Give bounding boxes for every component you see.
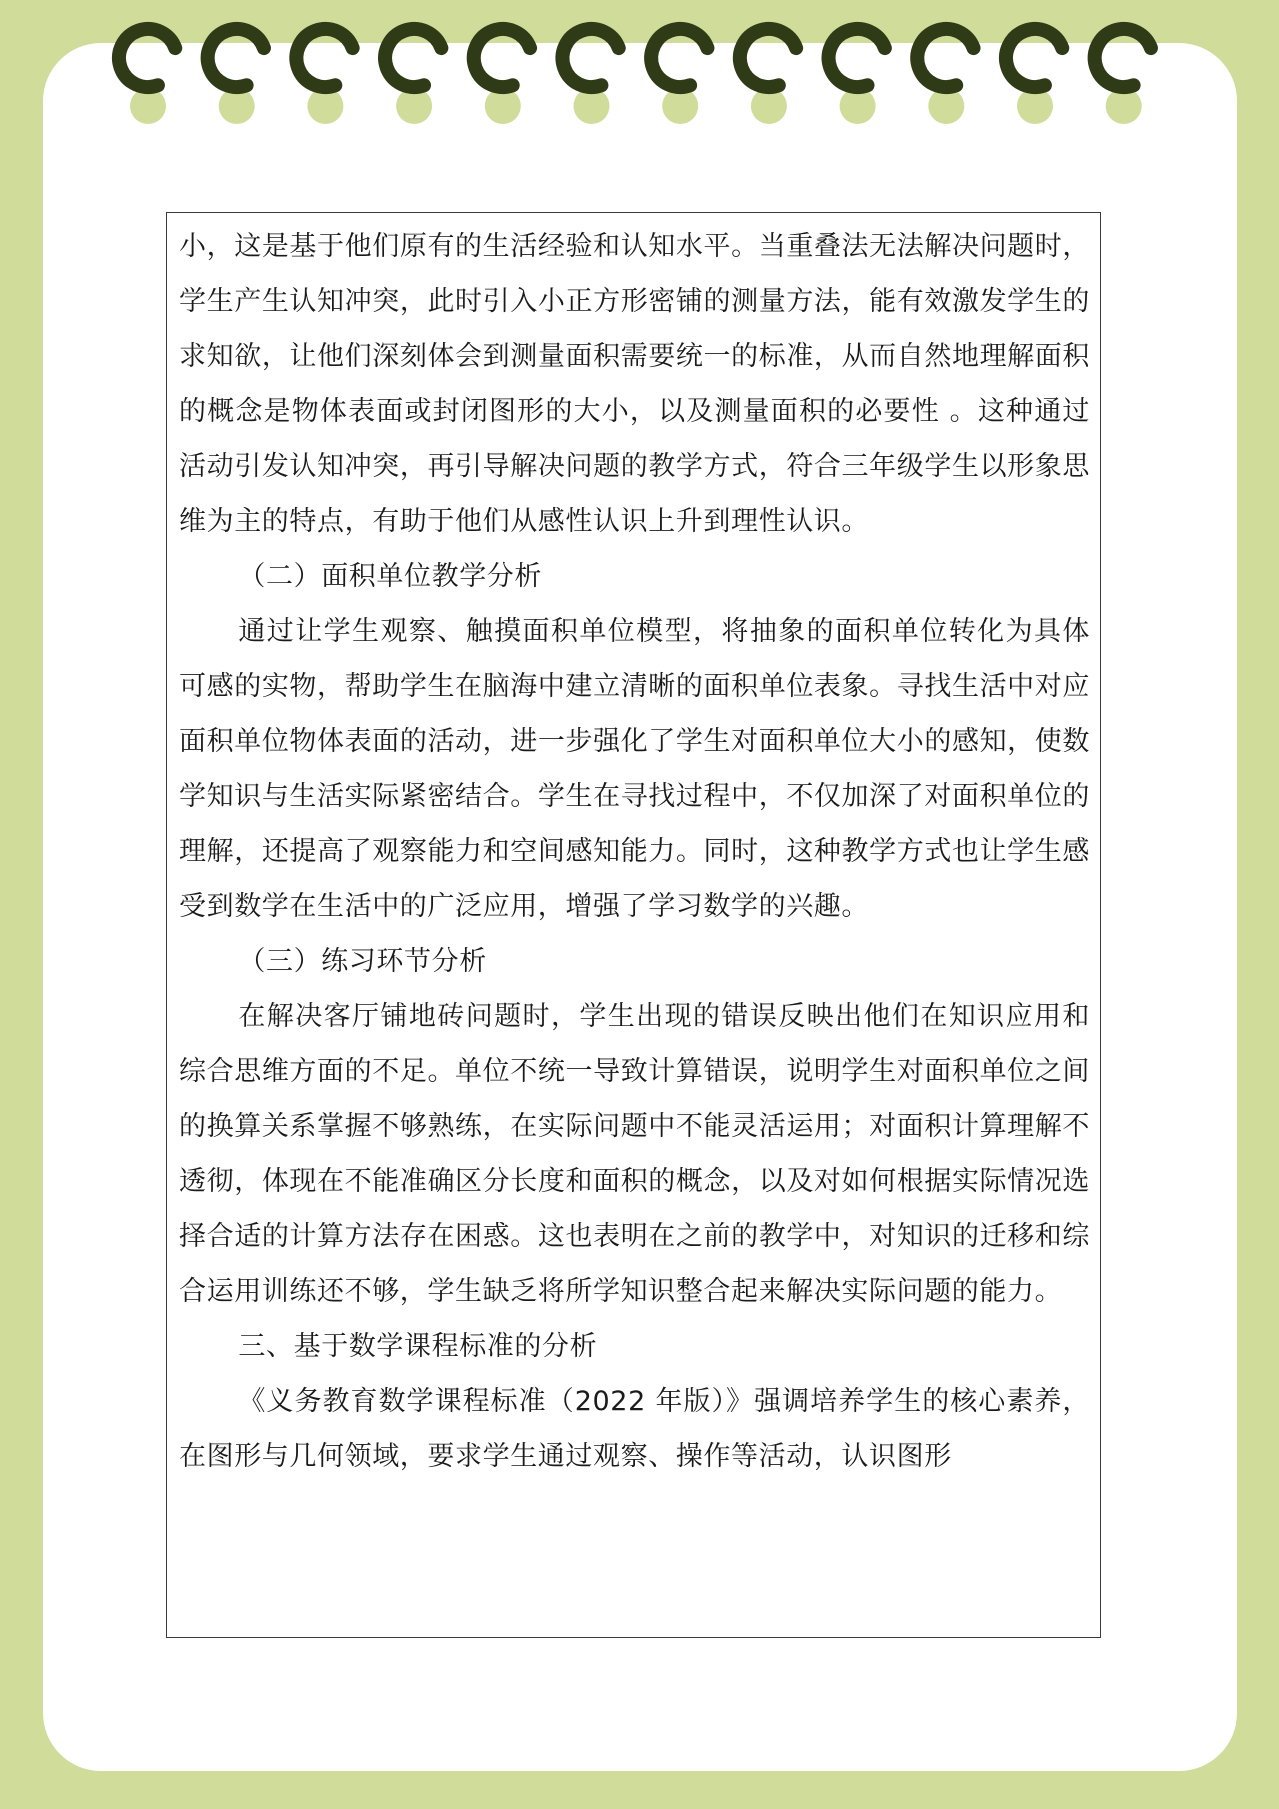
spiral-binding-ring-icon — [917, 29, 973, 124]
document-text-box — [166, 212, 1101, 1638]
binding-ring-arc — [1095, 29, 1151, 87]
binding-ring-arc — [1006, 29, 1062, 87]
spiral-binding-ring-icon — [1095, 29, 1151, 124]
heading-area-unit-analysis: （二）面积单位教学分析 — [238, 561, 542, 592]
spiral-binding-ring-icon — [208, 29, 264, 124]
paragraph-continued-analysis: 小，这是基于他们原有的生活经验和认知水平。当重叠法无法解决问题时，学生产生认知冲突，此时引入小正方形密铺的测量方法，能有效激发学生的求知欲，让他们深刻体会到测量面积需要统一的标准，从而自然地理解面积的概念是物体表面或封闭图形的大小，以及测量面积的必要性 。这种通过活动引发认知冲突，再引导解决问题的教学方式，符合三年级学生以形象思维为主的特点，有助于他们从感性认识上升到理性认识。 — [179, 231, 1090, 537]
spiral-binding-ring-icon — [1006, 29, 1062, 124]
spiral-binding-ring-icon — [829, 29, 885, 124]
spiral-binding-ring-icon — [119, 29, 175, 124]
paragraph-area-unit-analysis: 通过让学生观察、触摸面积单位模型，将抽象的面积单位转化为具体可感的实物，帮助学生在脑海中建立清晰的面积单位表象。寻找生活中对应面积单位物体表面的活动，进一步强化了学生对面积单位大小的感知，使数学知识与生活实际紧密结合。学生在寻找过程中，不仅加深了对面积单位的理解，还提高了观察能力和空间感知能力。同时，这种教学方式也让学生感受到数学在生活中的广泛应用，增强了学习数学的兴趣。 — [179, 616, 1090, 922]
spiral-binding-ring-icon — [474, 29, 530, 124]
paragraph-curriculum-standard: 《义务教育数学课程标准（2022 年版）》强调培养学生的核心素养，在图形与几何领域，要求学生通过观察、操作等活动，认识图形 — [179, 1386, 1090, 1472]
spiral-binding — [0, 0, 1279, 140]
binding-ring-arc — [208, 29, 264, 87]
binding-ring-arc — [740, 29, 796, 87]
heading-practice-analysis: （三）练习环节分析 — [238, 946, 487, 977]
spiral-binding-ring-icon — [651, 29, 707, 124]
binding-ring-arc — [385, 29, 441, 87]
heading-curriculum-standard-analysis: 三、基于数学课程标准的分析 — [238, 1331, 598, 1362]
binding-ring-arc — [474, 29, 530, 87]
binding-ring-arc — [119, 29, 175, 87]
binding-ring-arc — [917, 29, 973, 87]
binding-ring-arc — [829, 29, 885, 87]
binding-ring-arc — [296, 29, 352, 87]
paragraph-practice-analysis: 在解决客厅铺地砖问题时，学生出现的错误反映出他们在知识应用和综合思维方面的不足。单位不统一导致计算错误，说明学生对面积单位之间的换算关系掌握不够熟练，在实际问题中不能灵活运用；对面积计算理解不透彻，体现在不能准确区分长度和面积的概念，以及对如何根据实际情况选择合适的计算方法存在困惑。这也表明在之前的教学中，对知识的迁移和综合运用训练还不够，学生缺乏将所学知识整合起来解决实际问题的能力。 — [179, 1001, 1090, 1307]
binding-ring-arc — [562, 29, 618, 87]
spiral-binding-ring-icon — [562, 29, 618, 124]
spiral-binding-ring-icon — [740, 29, 796, 124]
spiral-binding-ring-icon — [385, 29, 441, 124]
binding-ring-arc — [651, 29, 707, 87]
spiral-binding-ring-icon — [296, 29, 352, 124]
